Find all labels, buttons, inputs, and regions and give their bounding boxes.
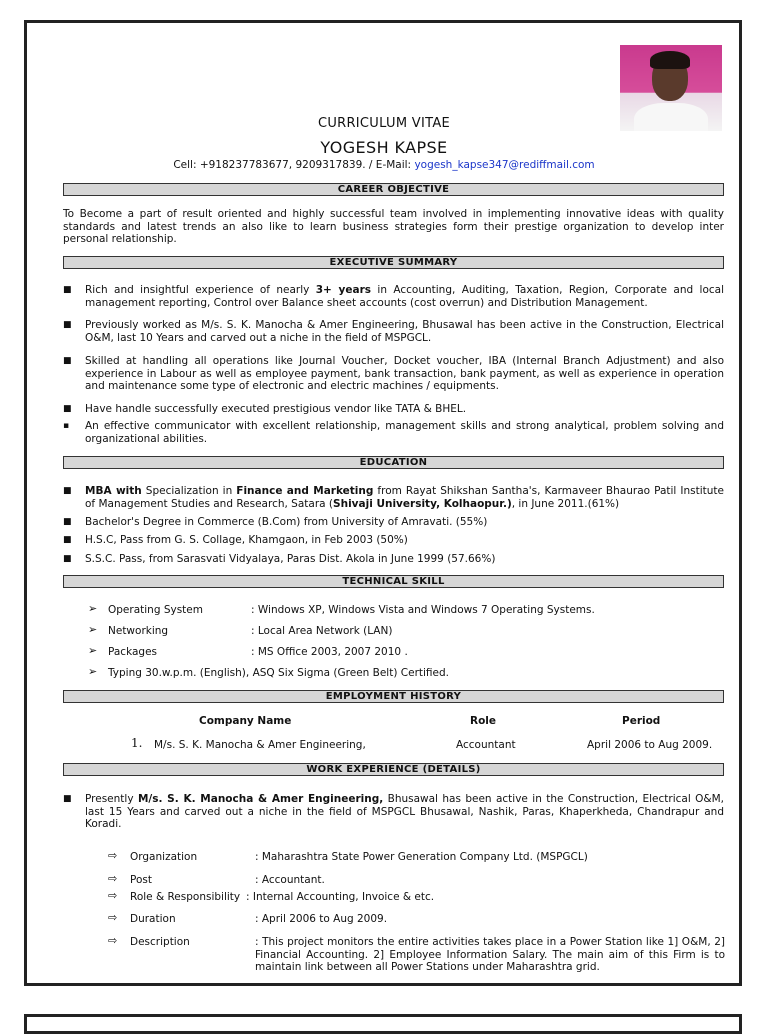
candidate-name: YOGESH KAPSE [320, 138, 448, 157]
employment-row-number: 1. [131, 736, 143, 750]
employment-header-company: Company Name [199, 715, 292, 727]
outline-arrow-icon: ⇨ [108, 934, 118, 947]
employment-header-role: Role [470, 715, 497, 727]
summary-item: ■ Rich and insightful experience of nearly 3+ years in Accounting, Auditing, Taxation, Region, Corporate and local management reporting, Control over Balance sheet accounts (cost overrun) and Distribution Management. [63, 284, 724, 309]
education-item: ■ H.S.C, Pass from G. S. Collage, Khamgaon, in Feb 2003 (50%) [63, 534, 408, 546]
employment-company: M/s. S. K. Manocha & Amer Engineering, [154, 739, 366, 751]
section-career-objective: CAREER OBJECTIVE [63, 183, 724, 196]
square-bullet-icon: ■ [63, 285, 72, 295]
section-employment-history: EMPLOYMENT HISTORY [63, 690, 724, 703]
contact-numbers: Cell: +918237783677, 9209317839. / E-Mail: [173, 159, 415, 171]
email-link[interactable]: yogesh_kapse347@rediffmail.com [414, 159, 595, 171]
summary-item: ■ Previously worked as M/s. S. K. Manocha & Amer Engineering, Bhusawal has been active in the Construction, Electrical O&M, last 10 Years and carved out a niche in the field of MSPGCL. [63, 319, 724, 344]
section-work-experience: WORK EXPERIENCE (DETAILS) [63, 763, 724, 776]
employment-header-period: Period [622, 715, 661, 727]
summary-item: ■ Have handle successfully executed prestigious vendor like TATA & BHEL. [63, 403, 467, 415]
arrowhead-icon: ➢ [88, 623, 98, 636]
career-objective-text: To Become a part of result oriented and highly successful team involved in implementing innovative ideas with quality standards and latest trends an also like to learn business strategies form their prestige organization to develop inter personal relationship. [63, 208, 724, 246]
square-bullet-icon: ■ [63, 404, 72, 414]
section-executive-summary: EXECUTIVE SUMMARY [63, 256, 724, 269]
section-technical-skill: TECHNICAL SKILL [63, 575, 724, 588]
education-item: ■ Bachelor's Degree in Commerce (B.Com) from University of Amravati. (55%) [63, 516, 488, 528]
square-bullet-icon: ■ [63, 356, 72, 366]
arrowhead-icon: ➢ [88, 644, 98, 657]
outline-arrow-icon: ⇨ [108, 872, 118, 885]
document-title: CURRICULUM VITAE [317, 116, 451, 131]
summary-item: ▪ An effective communicator with excellent relationship, management skills and strong analytical, problem solving and organizational abilities. [63, 420, 724, 445]
square-bullet-icon: ■ [63, 554, 72, 564]
arrowhead-icon: ➢ [88, 602, 98, 615]
outline-arrow-icon: ⇨ [108, 911, 118, 924]
square-bullet-icon: ■ [63, 535, 72, 545]
education-item: ■ S.S.C. Pass, from Sarasvati Vidyalaya, Paras Dist. Akola in June 1999 (57.66%) [63, 553, 496, 565]
outline-arrow-icon: ⇨ [108, 849, 118, 862]
square-bullet-icon: ▪ [63, 421, 70, 431]
work-summary: ■ Presently M/s. S. K. Manocha & Amer Engineering, Bhusawal has been active in the Construction, Electrical O&M, last 15 Years and carved out a niche in the field of MSPGCL Bhusawal, Nashik, Paras, Khaperkheda, Chandrapur and Koradi. [63, 793, 724, 831]
square-bullet-icon: ■ [63, 517, 72, 527]
contact-line [0, 159, 768, 171]
square-bullet-icon: ■ [63, 486, 72, 496]
square-bullet-icon: ■ [63, 794, 72, 804]
arrowhead-icon: ➢ [88, 665, 98, 678]
outline-arrow-icon: ⇨ [108, 889, 118, 902]
employment-role: Accountant [456, 739, 516, 751]
summary-item: ■ Skilled at handling all operations like Journal Voucher, Docket voucher, IBA (Internal Branch Adjustment) and also experience in Labour as well as employee payment, bank transaction, bank payment, as well as experience in operation and maintenance some type of electronic and electric machines / equipments. [63, 355, 724, 393]
education-item: ■ MBA with Specialization in Finance and Marketing from Rayat Shikshan Santha's, Karmaveer Bhaurao Patil Institute of Management Studies and Research, Satara (Shivaji University, Kolhaopur.), in June 2011.(61%) [63, 485, 725, 510]
square-bullet-icon: ■ [63, 320, 72, 330]
employment-period: April 2006 to Aug 2009. [587, 739, 713, 751]
next-page-border [24, 1014, 742, 1034]
section-education: EDUCATION [63, 456, 724, 469]
